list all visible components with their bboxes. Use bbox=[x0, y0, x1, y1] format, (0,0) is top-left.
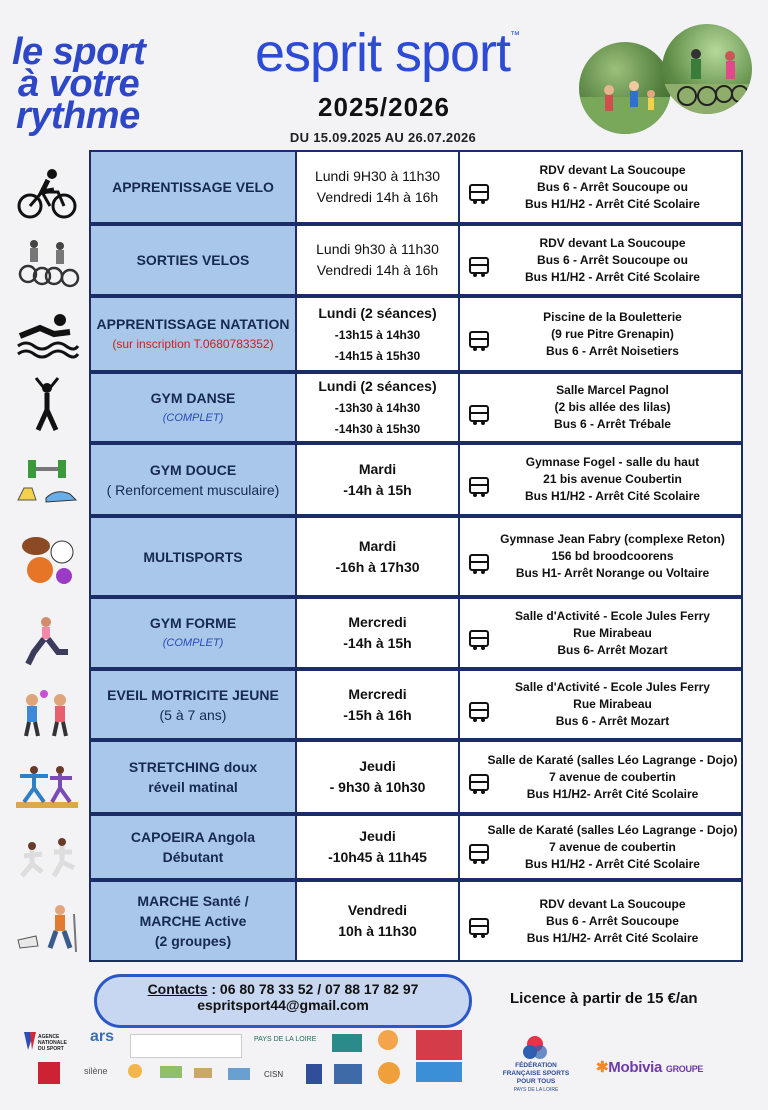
table-row bbox=[89, 296, 743, 372]
svg-text:DU SPORT: DU SPORT bbox=[38, 1046, 64, 1052]
balls-icon bbox=[14, 530, 80, 586]
bus-icon bbox=[468, 553, 490, 575]
loire-atlantique-logo bbox=[332, 1034, 362, 1052]
partner-logo-blue bbox=[228, 1068, 250, 1080]
schedule-line: -13h15 à 14h30 bbox=[334, 327, 421, 342]
schedule-cell bbox=[297, 814, 460, 880]
activity-name: APPRENTISSAGE NATATION bbox=[96, 316, 290, 332]
location-line: RDV devant La Soucoupe bbox=[539, 896, 686, 911]
table-row bbox=[89, 597, 743, 669]
table-row bbox=[89, 740, 743, 814]
activity-cell bbox=[89, 740, 297, 814]
contact-email[interactable]: espritsport44@gmail.com bbox=[197, 997, 369, 1013]
activity-name: STRETCHING doux bbox=[128, 759, 258, 775]
cyclist-icon bbox=[14, 166, 80, 222]
contact-phones: : 06 80 78 33 52 / 07 88 17 82 97 bbox=[207, 981, 419, 997]
table-row bbox=[89, 224, 743, 296]
schedule-line: Mercredi bbox=[348, 614, 407, 630]
schedule-line: -14h à 15h bbox=[343, 635, 412, 651]
esprit-sport-logo: esprit sport™ bbox=[254, 23, 520, 83]
activity-name: EVEIL MOTRICITE JEUNE bbox=[107, 686, 279, 703]
tagline-line: rythme bbox=[16, 95, 140, 137]
activity-name: réveil matinal bbox=[148, 779, 238, 795]
svg-text:AGENCE: AGENCE bbox=[38, 1034, 60, 1040]
bus-icon bbox=[468, 629, 490, 651]
location-line: Bus 6 - Arrêt Noisetiers bbox=[546, 343, 679, 358]
kids-photo bbox=[579, 42, 671, 134]
bus-icon bbox=[468, 256, 490, 278]
schedule-line: Jeudi bbox=[359, 758, 396, 774]
location-line: Piscine de la Bouletterie bbox=[543, 309, 682, 324]
schedule-cell bbox=[297, 150, 460, 224]
location-line: Bus H1/H2 - Arrêt Cité Scolaire bbox=[525, 269, 700, 284]
hiking-icon bbox=[14, 900, 80, 956]
schedule-line: Mardi bbox=[358, 460, 397, 477]
location-cell bbox=[460, 224, 743, 296]
schedule-line: 10h à 11h30 bbox=[338, 923, 417, 939]
activity-registration: (sur inscription T.0680783352) bbox=[112, 337, 274, 351]
partner-logo-tan bbox=[194, 1068, 212, 1078]
schedule-line: Lundi (2 séances) bbox=[318, 304, 437, 321]
schedule-line: -14h15 à 15h30 bbox=[334, 348, 421, 363]
location-line: Bus H1/H2 - Arrêt Cité Scolaire bbox=[525, 489, 700, 503]
activity-cell bbox=[89, 669, 297, 740]
activity-cell bbox=[89, 224, 297, 296]
ffs-logo-text: FÉDÉRATION FRANÇAISE SPORTS POUR TOUS PAYS DE LA LOIRE bbox=[502, 1062, 570, 1093]
location-line: Salle d'Activité - Ecole Jules Ferry bbox=[515, 680, 710, 694]
schedule-line: Lundi 9h30 à 11h30 bbox=[316, 241, 439, 257]
mobivia-logo: ✱Mobivia GROUPE bbox=[596, 1059, 704, 1076]
activity-name: GYM DANSE bbox=[150, 389, 236, 406]
location-cell bbox=[460, 669, 743, 740]
activity-name: (5 à 7 ans) bbox=[159, 706, 227, 723]
location-cell bbox=[460, 516, 743, 597]
activity-cell bbox=[89, 296, 297, 372]
bus-icon bbox=[468, 476, 490, 498]
activity-cell bbox=[89, 150, 297, 224]
location-line: 7 avenue de coubertin bbox=[549, 769, 676, 784]
location-line: Salle de Karaté (salles Léo Lagrange - Dojo) bbox=[487, 822, 738, 837]
dancer-icon bbox=[14, 376, 80, 432]
bus-icon bbox=[468, 183, 490, 205]
location-cell bbox=[460, 372, 743, 443]
schedule-line: - 9h30 à 10h30 bbox=[329, 779, 426, 795]
tagline-line: le sport bbox=[12, 31, 146, 73]
table-row bbox=[89, 372, 743, 443]
silene-logo: silène bbox=[84, 1066, 108, 1076]
schedule-cell bbox=[297, 296, 460, 372]
schedule-cell bbox=[297, 880, 460, 962]
schedule-line: -14h30 à 15h30 bbox=[334, 422, 421, 436]
location-line: RDV devant La Soucoupe bbox=[539, 162, 686, 177]
activity-name: MARCHE Santé / bbox=[137, 893, 249, 909]
partner-logo-red bbox=[38, 1062, 60, 1084]
activity-note: (COMPLET) bbox=[162, 411, 224, 424]
location-cell bbox=[460, 150, 743, 224]
ffs-logo-mark bbox=[520, 1034, 550, 1062]
saint-nazaire-logo bbox=[416, 1030, 462, 1060]
schedule-cell bbox=[297, 516, 460, 597]
location-line: Salle d'Activité - Ecole Jules Ferry bbox=[515, 608, 710, 623]
tagline bbox=[12, 31, 212, 137]
location-line: (9 rue Pitre Grenapin) bbox=[551, 326, 674, 341]
bus-icon bbox=[468, 404, 490, 426]
location-line: Gymnase Fogel - salle du haut bbox=[525, 455, 700, 469]
schedule-cell bbox=[297, 597, 460, 669]
table-row bbox=[89, 814, 743, 880]
ans-logo bbox=[22, 1028, 72, 1054]
table-row bbox=[89, 516, 743, 597]
bus-icon bbox=[468, 330, 490, 352]
schedule-cell bbox=[297, 740, 460, 814]
activity-name: MARCHE Active bbox=[139, 913, 247, 929]
licence-price: Licence à partir de 15 €/an bbox=[510, 990, 698, 1007]
schedule-cell bbox=[297, 443, 460, 516]
activity-name: CAPOEIRA Angola bbox=[130, 829, 256, 845]
table-row bbox=[89, 669, 743, 740]
contact-box bbox=[94, 974, 472, 1028]
swimmer-icon bbox=[14, 306, 80, 362]
activity-cell bbox=[89, 880, 297, 962]
dumbbell-icon bbox=[14, 454, 80, 510]
location-line: Bus H1/H2- Arrêt Cité Scolaire bbox=[526, 786, 699, 801]
location-cell bbox=[460, 443, 743, 516]
location-line: Bus H1/H2- Arrêt Cité Scolaire bbox=[526, 930, 699, 945]
activity-cell bbox=[89, 372, 297, 443]
partner-logo-green bbox=[160, 1066, 182, 1078]
location-line: Rue Mirabeau bbox=[573, 625, 652, 640]
svg-text:NATIONALE: NATIONALE bbox=[38, 1040, 67, 1046]
prefet-logo bbox=[130, 1034, 242, 1058]
activity-name: ( Renforcement musculaire) bbox=[106, 481, 280, 498]
location-line: Bus 6- Arrêt Mozart bbox=[557, 642, 668, 657]
location-cell bbox=[460, 814, 743, 880]
schedule-line: Vendredi 14h à 16h bbox=[316, 262, 439, 278]
activity-name: (2 groupes) bbox=[154, 933, 232, 949]
season-dates: DU 15.09.2025 AU 26.07.2026 bbox=[289, 130, 477, 145]
location-line: Bus 6 - Arrêt Trébale bbox=[554, 417, 671, 431]
table-row bbox=[89, 443, 743, 516]
schedule-line: -13h30 à 14h30 bbox=[334, 401, 421, 415]
location-line: Gymnase Jean Fabry (complexe Reton) bbox=[500, 532, 725, 546]
cyclists-icon bbox=[14, 234, 80, 290]
schedule-cell bbox=[297, 224, 460, 296]
contact-label: Contacts bbox=[147, 981, 208, 997]
location-cell bbox=[460, 880, 743, 962]
cisn-logo: CISN bbox=[264, 1070, 284, 1079]
stretching-icon bbox=[14, 756, 80, 812]
location-line: (2 bis allée des lilas) bbox=[554, 400, 671, 414]
schedule-line: Mardi bbox=[358, 537, 397, 554]
location-line: Salle de Karaté (salles Léo Lagrange - Dojo) bbox=[487, 752, 738, 767]
schedule-line: -15h à 16h bbox=[343, 706, 412, 723]
activity-name: GYM DOUCE bbox=[149, 461, 237, 478]
cyclists-photo bbox=[662, 24, 752, 114]
schedule-cell bbox=[297, 372, 460, 443]
activity-cell bbox=[89, 814, 297, 880]
location-line: Bus 6 - Arrêt Mozart bbox=[555, 714, 670, 728]
schedule-line: Lundi 9H30 à 11h30 bbox=[314, 168, 441, 184]
location-line: Salle Marcel Pagnol bbox=[556, 383, 669, 397]
activity-name: Débutant bbox=[162, 849, 224, 865]
schedule-line: Vendredi 14h à 16h bbox=[316, 189, 439, 205]
schedule-line: Lundi (2 séances) bbox=[318, 378, 437, 394]
pays-loire-logo: PAYS DE LA LOIRE bbox=[254, 1036, 317, 1043]
ars-logo: ars bbox=[90, 1028, 115, 1045]
location-line: 156 bd broodcoorens bbox=[551, 549, 674, 563]
location-line: Rue Mirabeau bbox=[573, 697, 652, 711]
table-row bbox=[89, 880, 743, 962]
location-line: Bus H1- Arrêt Norange ou Voltaire bbox=[515, 566, 710, 580]
partner-logo-sky bbox=[416, 1062, 462, 1082]
activity-note: (COMPLET) bbox=[162, 637, 224, 649]
activity-cell bbox=[89, 597, 297, 669]
partner-logo-flower bbox=[128, 1064, 142, 1078]
location-cell bbox=[460, 597, 743, 669]
tagline-line: à votre bbox=[18, 63, 140, 105]
lunge-icon bbox=[14, 612, 80, 668]
schedule-line: -10h45 à 11h45 bbox=[328, 849, 427, 865]
location-line: RDV devant La Soucoupe bbox=[539, 235, 686, 250]
location-line: Bus H1/H2 - Arrêt Cité Scolaire bbox=[525, 196, 700, 211]
schedule-cell bbox=[297, 669, 460, 740]
season-title: 2025/2026 bbox=[318, 92, 450, 122]
kids-icon bbox=[14, 686, 80, 742]
bus-icon bbox=[468, 917, 490, 939]
activity-cell bbox=[89, 443, 297, 516]
location-cell bbox=[460, 740, 743, 814]
activity-cell bbox=[89, 516, 297, 597]
location-line: Bus H1/H2 - Arrêt Cité Scolaire bbox=[525, 856, 700, 871]
schedule-line: -16h à 17h30 bbox=[335, 558, 420, 575]
capoeira-icon bbox=[14, 830, 80, 886]
location-line: Bus 6 - Arrêt Soucoupe bbox=[546, 913, 679, 928]
table-row bbox=[89, 150, 743, 224]
location-line: 21 bis avenue Coubertin bbox=[543, 472, 682, 486]
bus-icon bbox=[468, 773, 490, 795]
location-line: 7 avenue de coubertin bbox=[549, 839, 676, 854]
activity-name: MULTISPORTS bbox=[143, 548, 243, 565]
schedule-line: Jeudi bbox=[359, 828, 396, 844]
bus-icon bbox=[468, 701, 490, 723]
schedule-line: -14h à 15h bbox=[343, 481, 412, 498]
activity-name: GYM FORME bbox=[149, 615, 237, 631]
bus-icon bbox=[468, 843, 490, 865]
schedule-line: Vendredi bbox=[347, 902, 408, 918]
activity-name: APPRENTISSAGE VELO bbox=[112, 179, 274, 195]
activity-name: SORTIES VELOS bbox=[136, 252, 250, 268]
academie-logo bbox=[334, 1064, 362, 1084]
location-line: Bus 6 - Arrêt Soucoupe ou bbox=[537, 252, 688, 267]
partner-logo-orange bbox=[378, 1062, 400, 1084]
location-cell bbox=[460, 296, 743, 372]
location-line: Bus 6 - Arrêt Soucoupe ou bbox=[537, 179, 688, 194]
schedule-line: Mercredi bbox=[348, 685, 407, 702]
partner-logo-sun bbox=[378, 1030, 398, 1050]
partner-logo-shield bbox=[306, 1064, 322, 1084]
